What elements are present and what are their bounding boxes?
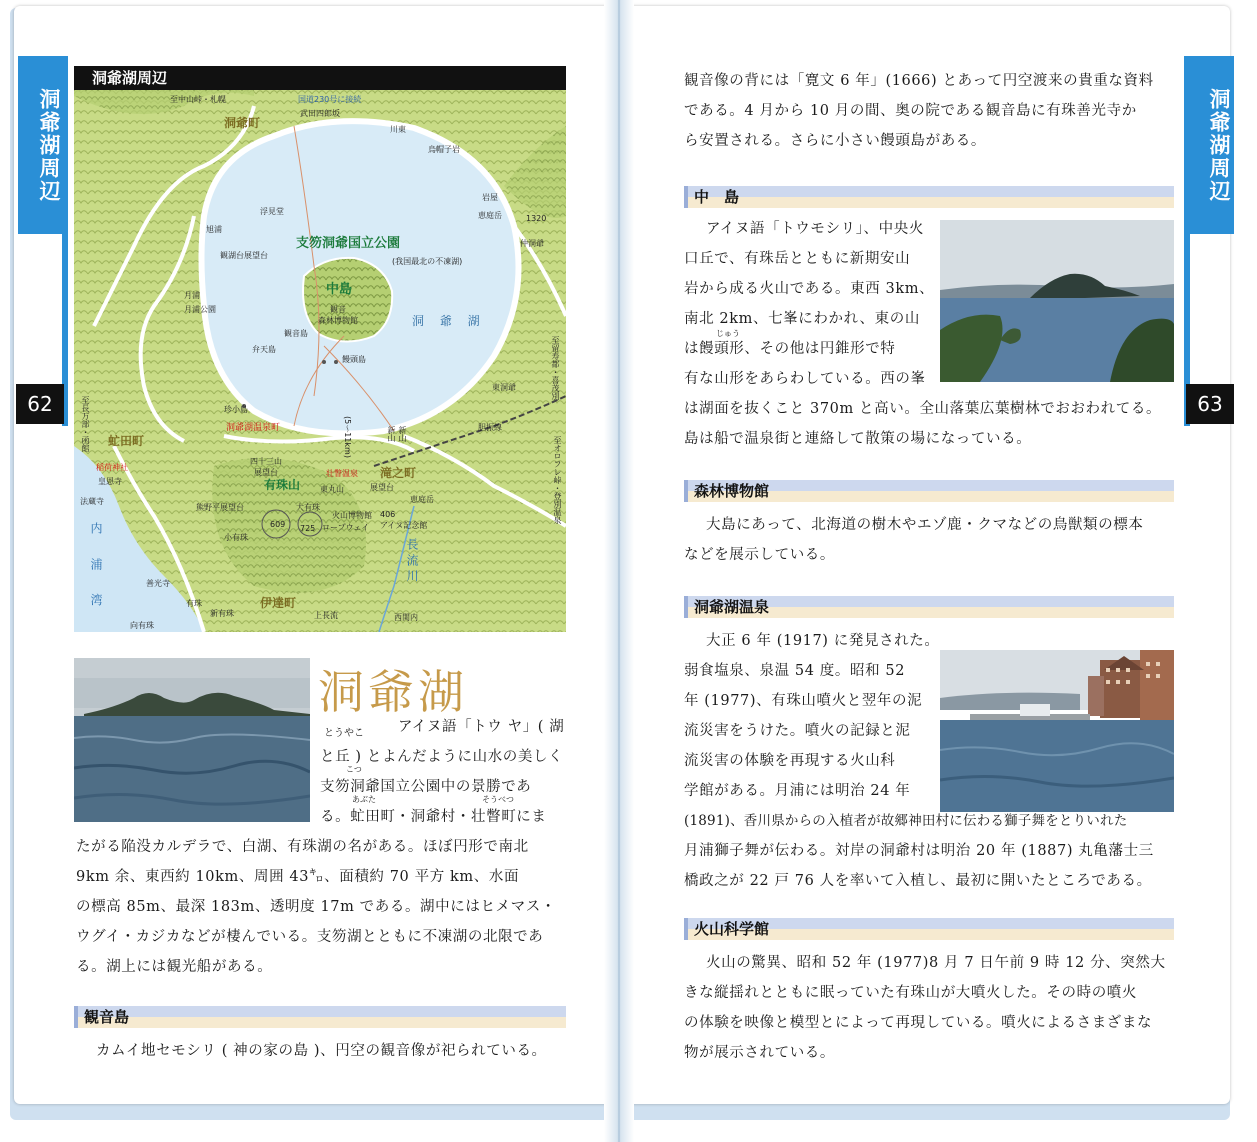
hero-line: と丘 ) とよんだように山水の美しく (320, 749, 564, 765)
map-bay-label: 内 浦 湾 (89, 522, 103, 616)
map-label: 饅頭島 (342, 355, 366, 364)
map-label: 609 (270, 520, 286, 529)
map-label: 皇恩寺 (98, 477, 122, 486)
map-nakajima-label: 中島 (326, 282, 353, 297)
map-town-abuta: 虻田町 (108, 434, 145, 448)
map-park-label: 支笏洞爺国立公園 (296, 236, 401, 251)
hero-line: の標高 85m、最深 183m、透明度 17m である。湖中にはヒメマス・ (76, 899, 556, 915)
map-label: 展望台 (370, 483, 394, 492)
text-line: 大正 6 年 (1917) に発見された。 (706, 633, 940, 649)
text-line: きな縦揺れとともに眠っていた有珠山が大噴火した。その時の噴火 (684, 985, 1137, 1001)
map-lake-label: 洞 爺 湖 (412, 314, 486, 328)
text-line: 南北 2km、七峯にわかれ、東の山 (684, 311, 920, 327)
text-line: 弱食塩泉、泉温 54 度。昭和 52 (684, 663, 906, 679)
map-label: 観湖台展望台 (220, 251, 268, 260)
map-label: 胆振線 (478, 423, 502, 432)
lake-photo (74, 658, 310, 822)
text-line: は饅頭形、その他は円錐形で特 (684, 341, 896, 357)
map-label: 観音島 (284, 329, 308, 338)
heading-bar (74, 1006, 78, 1028)
map-label: 岩屋 (482, 193, 498, 202)
right-chapter-tab: 洞爺湖周辺 (1188, 56, 1234, 234)
hero-line: アイヌ語「トウ ヤ」( 湖 (398, 719, 565, 735)
heading-bar (684, 186, 688, 208)
section-heading-kannonjima (74, 1006, 566, 1028)
map-label: 恵庭岳 (410, 495, 434, 504)
map-label: 大有珠 (296, 503, 320, 512)
left-page-number: 62 (16, 384, 64, 424)
text-line: の体験を映像と模型とによって再現している。噴火によるさまざまな (684, 1015, 1153, 1031)
map-label: 新山 新山 (387, 426, 407, 442)
text-line: 橋政之が 22 戸 76 人を率いて入植し、最初に開いたところである。 (684, 873, 1152, 889)
map-label: 1320 (526, 214, 547, 223)
map-label: 725 (300, 524, 316, 533)
heading-text: 観音島 (84, 1008, 130, 1026)
text-line: 口丘で、有珠岳とともに新期安山 (684, 251, 911, 267)
area-map (74, 66, 566, 632)
text-line: 大島にあって、北海道の樹木やエゾ鹿・クマなどの鳥獣類の標本 (706, 517, 1144, 533)
onsen-photo (940, 650, 1174, 812)
map-label: アイヌ記念館 (380, 521, 428, 530)
ruby-sobetsu: そうべつ (482, 795, 514, 804)
hero-line: る。虻田町・洞爺村・壮瞥町にま (320, 809, 547, 825)
map-label: 稲荷神社 (96, 463, 128, 472)
map-label: 川東 (390, 125, 406, 134)
hero-line: たがる陥没カルデラで、白湖、有珠湖の名がある。ほぼ円形で南北 (76, 839, 529, 855)
map-label: 406 (380, 510, 396, 519)
text-line: 物が展示されている。 (684, 1045, 835, 1061)
section-heading-onsen (684, 596, 1174, 618)
map-label: 武田四郎坂 (300, 109, 340, 118)
map-graphic (74, 66, 566, 632)
left-chapter-tab: 洞爺湖周辺 (18, 56, 64, 234)
map-label: 向有珠 (130, 621, 154, 630)
right-page-number: 63 (1186, 384, 1234, 424)
map-label: 有珠 (186, 599, 202, 608)
text-line: 観音像の背には「寛文 6 年」(1666) とあって円空渡来の貴重な資料 (684, 73, 1154, 89)
map-title: 洞爺湖周辺 (74, 66, 566, 90)
map-label: 月浦 (184, 291, 200, 300)
heading-bar (684, 480, 688, 502)
map-town-taki: 滝之町 (380, 466, 417, 480)
text-line: は湖面を抜くこと 370m と高い。全山落葉広葉樹林でおおわれてる。 (684, 401, 1162, 417)
heading-text: 中 島 (694, 188, 740, 206)
text-line: 火山の驚異、昭和 52 年 (1977)8 月 7 日午前 9 時 12 分、突然大 (706, 955, 1166, 971)
map-label: 弁天島 (252, 345, 276, 354)
map-river-label: 長 流 川 (405, 538, 419, 582)
text-line: 流災害の体験を再現する火山科 (684, 753, 896, 769)
map-label: 至中山峠・札幌 (170, 95, 226, 104)
ruby-kotsu: こつ (346, 765, 362, 774)
text-line: 島は船で温泉街と連絡して散策の場になっている。 (684, 431, 1032, 447)
map-label: 至留寿都・喜茂別 (551, 336, 560, 400)
map-label: 至長万部・函館 (81, 396, 90, 452)
map-town-date: 伊達町 (260, 596, 297, 610)
hero-line: 9km 余、東西約 10km、周囲 43㌔、面積約 70 平方 km、水面 (76, 869, 520, 885)
nakajima-photo (940, 220, 1174, 382)
map-label: 烏帽子岩 (428, 145, 460, 154)
text-line: 月浦獅子舞が伝わる。対岸の洞爺村は明治 20 年 (1887) 丸亀藩士三 (684, 843, 1154, 859)
map-label: 浮見堂 (260, 207, 284, 216)
heading-bar (684, 918, 688, 940)
heading-text: 森林博物館 (694, 482, 770, 500)
map-label: 熊野平展望台 (196, 503, 244, 512)
map-label: 善光寺 (146, 579, 170, 588)
text-line: 年 (1977)、有珠山噴火と翌年の泥 (684, 693, 923, 709)
section-heading-nakajima (684, 186, 1174, 208)
section-heading-kazan (684, 918, 1174, 940)
text-line: 有な山形をあらわしている。西の峯 (684, 371, 926, 387)
map-label: 恵庭岳 (478, 211, 502, 220)
map-town-toya: 洞爺町 (224, 116, 261, 130)
map-label: (5〜11km) (343, 416, 352, 458)
map-label: 観音 森林博物館 (318, 305, 358, 325)
heading-text: 洞爺湖温泉 (694, 598, 770, 616)
map-label: 至オロフレ峠・登別温泉 (553, 436, 562, 524)
map-label: 壮瞥温泉 (326, 469, 358, 478)
map-label: 旭浦 (206, 225, 222, 234)
ruby-ju: じゅう (716, 329, 740, 338)
text-line: 岩から成る火山である。東西 3km、 (684, 281, 935, 297)
map-label: 珍小島 (224, 405, 248, 414)
hero-line: る。湖上には観光船がある。 (76, 959, 273, 975)
hero-line: ウグイ・カジカなどが棲んでいる。支笏湖とともに不凍湖の北限であ (76, 929, 544, 945)
map-label: 四十三山 展望台 (250, 457, 282, 477)
text-line: ら安置される。さらに小さい饅頭島がある。 (684, 133, 986, 149)
map-label: 西関内 (394, 613, 418, 622)
map-usuzan-label: 有珠山 (264, 478, 301, 492)
map-label: 法蔵寺 (80, 497, 104, 506)
map-label: 上長流 (314, 611, 338, 620)
map-label: 東洞爺 (492, 383, 516, 392)
text-line: などを展示している。 (684, 547, 835, 563)
book-gutter (604, 0, 634, 1142)
map-label: 東丸山 (320, 485, 344, 494)
text-line: アイヌ語「トウモシリ」、中央火 (706, 221, 924, 237)
title-furigana: とうやこ (324, 728, 364, 739)
section-heading-museum (684, 480, 1174, 502)
heading-text: 火山科学館 (694, 920, 770, 938)
map-label: 新有珠 (210, 609, 234, 618)
text-line: (1891)、香川県からの入植者が故郷神田村に伝わる獅子舞をとりいれた (684, 813, 1128, 829)
map-onsen-town: 洞爺湖温泉町 (226, 423, 281, 433)
kannonjima-text-left: カムイ地セモシリ ( 神の家の島 )、円空の観音像が祀られている。 (96, 1043, 547, 1059)
map-label: 国道230号に接続 (298, 95, 362, 104)
map-label: 火山博物館 (332, 511, 372, 520)
ruby-abuta: あぶた (352, 795, 376, 804)
heading-bar (684, 596, 688, 618)
map-label: 月浦公園 (184, 305, 216, 314)
text-line: 流災害をうけた。噴火の記録と泥 (684, 723, 911, 739)
map-label: 小有珠 (224, 533, 248, 542)
map-label: ロープウェイ (322, 523, 370, 532)
map-label: 仲洞爺 (520, 239, 544, 248)
main-title: 洞爺湖 (318, 665, 468, 719)
text-line: 学館がある。月浦には明治 24 年 (684, 783, 911, 799)
hero-line: 支笏洞爺国立公園中の景勝であ (320, 779, 532, 795)
map-label: (我国最北の不凍湖) (392, 257, 463, 266)
text-line: である。4 月から 10 月の間、奥の院である観音島に有珠善光寺か (684, 103, 1137, 119)
